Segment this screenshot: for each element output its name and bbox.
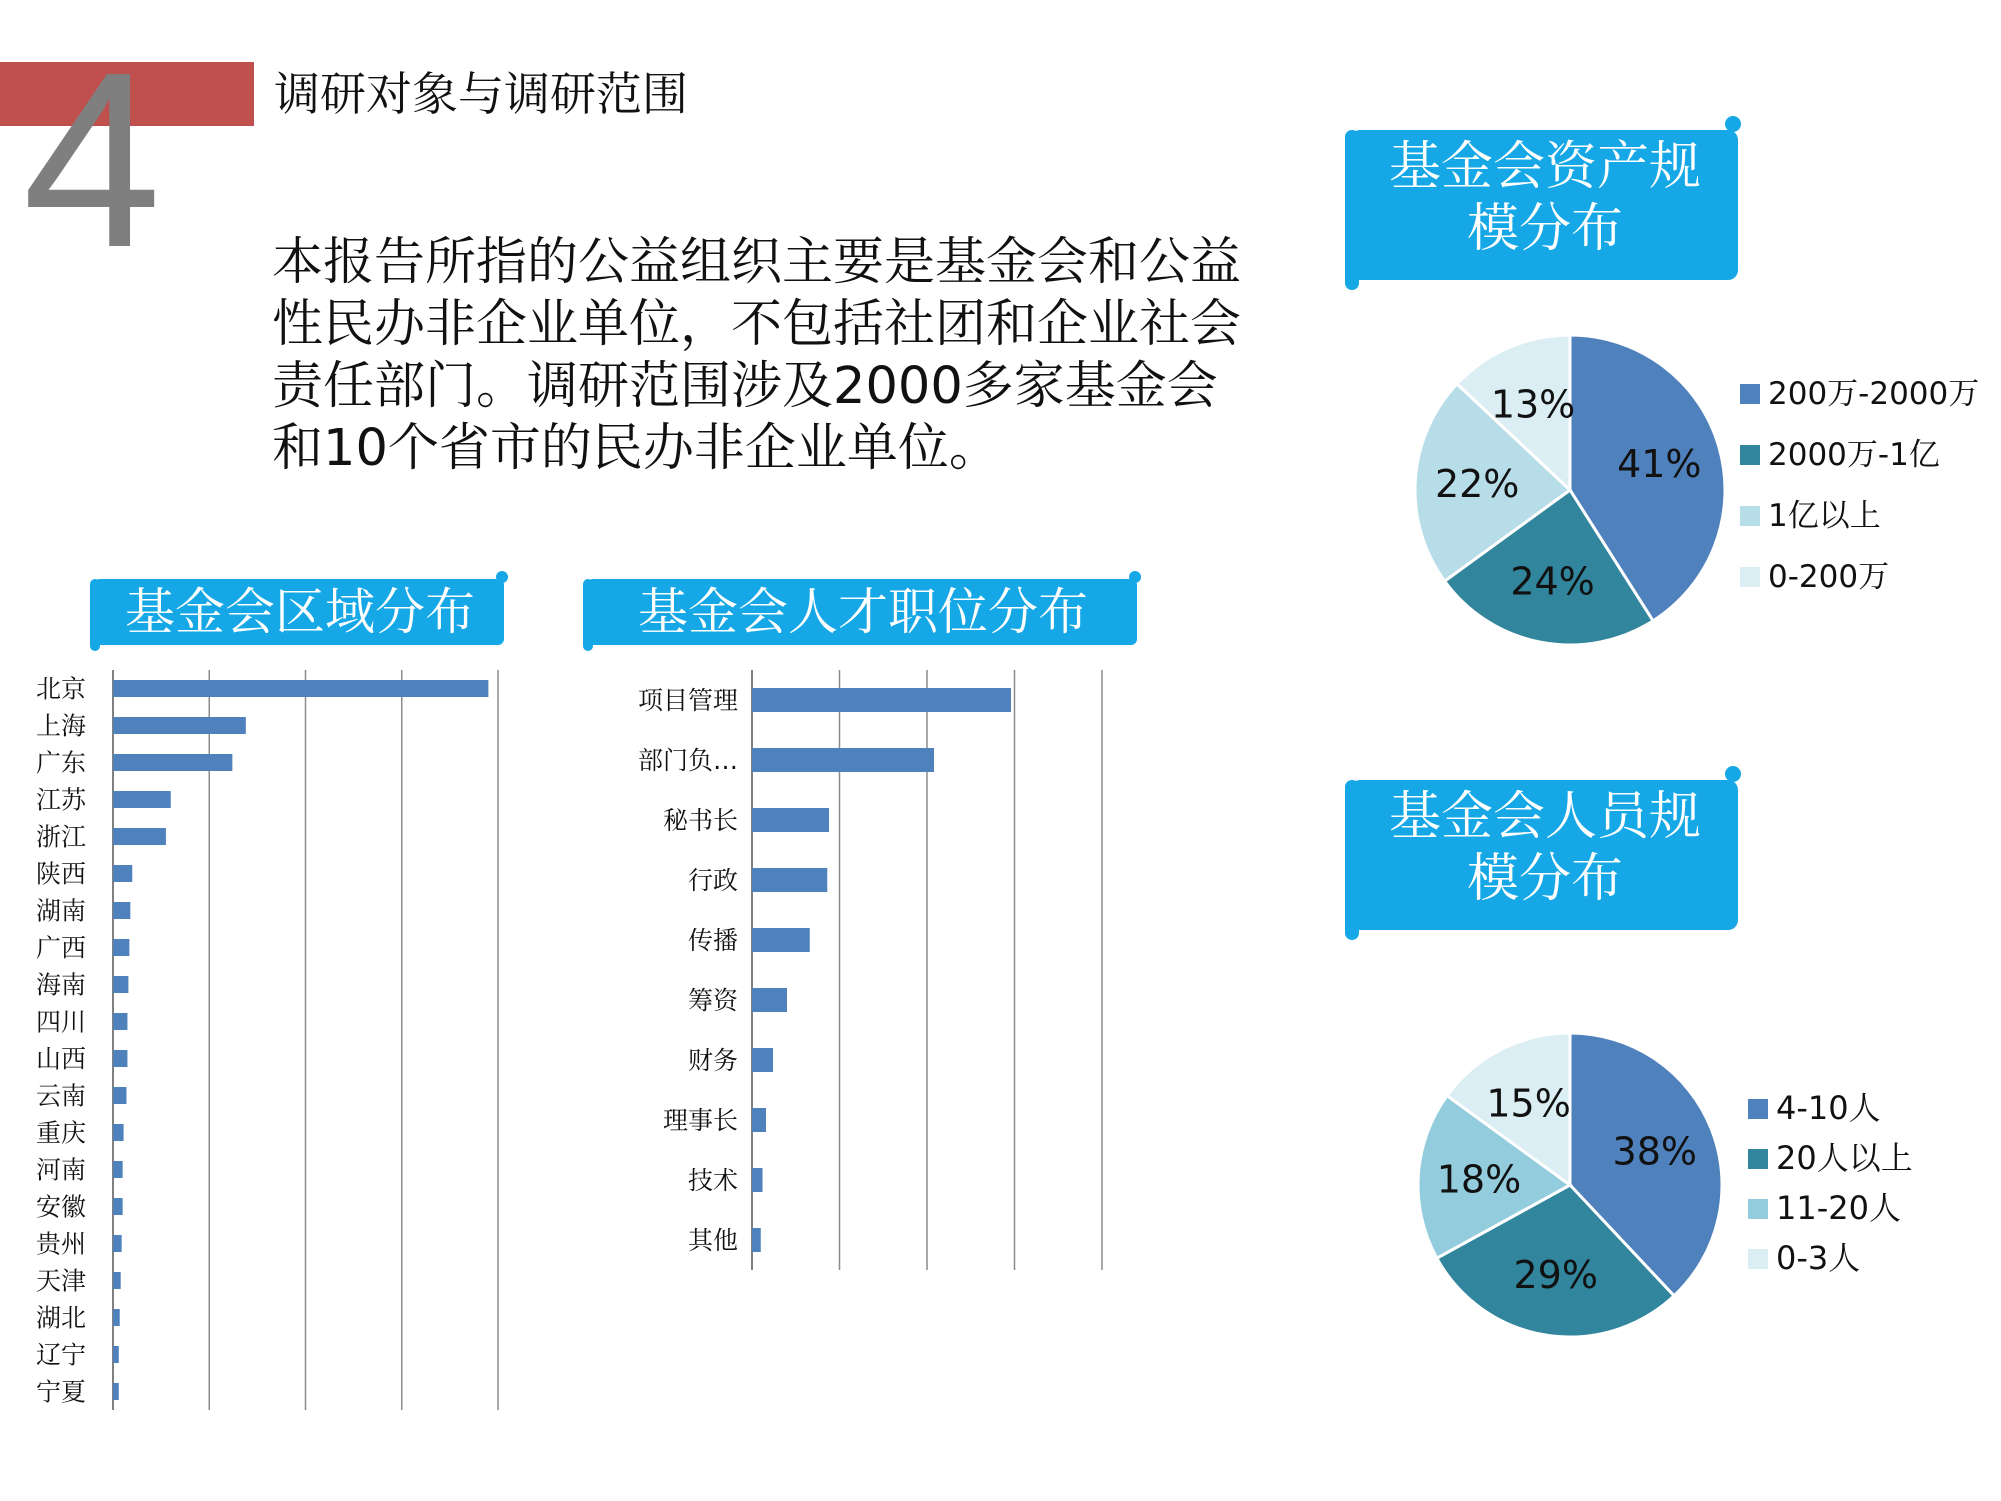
slice-value-label: 22% bbox=[1434, 462, 1520, 507]
bar bbox=[113, 1309, 120, 1326]
bar bbox=[113, 939, 129, 956]
category-label: 其他 bbox=[687, 1226, 738, 1255]
category-label: 技术 bbox=[687, 1166, 738, 1195]
category-label: 辽宁 bbox=[35, 1340, 86, 1370]
category-label: 理事长 bbox=[662, 1106, 738, 1135]
category-label: 部门负… bbox=[637, 746, 738, 775]
category-label: 贵州 bbox=[35, 1229, 86, 1259]
bar bbox=[752, 1048, 773, 1072]
bar bbox=[752, 808, 829, 832]
category-label: 山西 bbox=[35, 1044, 86, 1074]
category-label: 四川 bbox=[35, 1007, 86, 1037]
bar bbox=[113, 976, 128, 993]
category-label: 财务 bbox=[687, 1046, 738, 1075]
bar bbox=[113, 1272, 121, 1289]
legend-label: 0-3人 bbox=[1776, 1239, 1861, 1277]
legend-label: 4-10人 bbox=[1776, 1089, 1881, 1127]
region-chart-title: 基金会区域分布 bbox=[125, 583, 475, 641]
bar bbox=[113, 865, 132, 882]
category-label: 海南 bbox=[35, 970, 86, 1000]
bar bbox=[113, 1050, 127, 1067]
intro-line: 性民办非企业单位，不包括社团和企业社会 bbox=[272, 295, 1242, 354]
legend-swatch bbox=[1748, 1249, 1768, 1269]
section-number: 4 bbox=[22, 20, 162, 299]
bar bbox=[113, 1087, 126, 1104]
legend-swatch bbox=[1748, 1099, 1768, 1119]
legend-swatch bbox=[1740, 384, 1760, 404]
category-label: 上海 bbox=[35, 711, 86, 741]
legend-label: 11-20人 bbox=[1776, 1189, 1901, 1227]
staff-pie-chart bbox=[1380, 1015, 1990, 1355]
category-label: 湖南 bbox=[35, 896, 86, 926]
category-label: 湖北 bbox=[35, 1303, 86, 1333]
legend-swatch bbox=[1748, 1149, 1768, 1169]
bar bbox=[113, 828, 166, 845]
region-chart-banner bbox=[90, 565, 510, 660]
slice-value-label: 41% bbox=[1617, 442, 1702, 487]
slice-value-label: 15% bbox=[1486, 1081, 1571, 1126]
category-label: 秘书长 bbox=[662, 806, 738, 835]
intro-paragraph bbox=[272, 232, 1272, 480]
staff-chart-title bbox=[1345, 786, 1745, 910]
position-chart-title: 基金会人才职位分布 bbox=[638, 583, 1088, 641]
legend-label: 1亿以上 bbox=[1768, 498, 1881, 534]
section-title: 调研对象与调研范围 bbox=[274, 67, 688, 121]
bar bbox=[113, 754, 232, 771]
intro-line: 本报告所指的公益组织主要是基金会和公益 bbox=[272, 233, 1242, 292]
category-label: 重庆 bbox=[35, 1118, 86, 1148]
bar bbox=[113, 680, 488, 697]
category-label: 广西 bbox=[35, 933, 86, 963]
category-label: 浙江 bbox=[35, 822, 86, 852]
category-label: 广东 bbox=[35, 748, 86, 778]
asset-pie-chart bbox=[1380, 320, 1990, 660]
position-chart-banner bbox=[583, 565, 1143, 660]
category-label: 安徽 bbox=[35, 1192, 86, 1222]
legend-label: 20人以上 bbox=[1776, 1139, 1913, 1177]
category-label: 传播 bbox=[687, 926, 738, 955]
intro-line: 和10个省市的民办非企业单位。 bbox=[272, 419, 1000, 478]
bar bbox=[752, 868, 827, 892]
slice-value-label: 24% bbox=[1510, 559, 1595, 604]
bar bbox=[113, 1198, 123, 1215]
bar bbox=[752, 688, 1011, 712]
bar bbox=[113, 791, 171, 808]
position-bar-chart bbox=[600, 660, 1160, 1280]
banner-title-line: 基金会人员规 bbox=[1388, 787, 1701, 847]
category-label: 云南 bbox=[35, 1081, 86, 1111]
category-label: 行政 bbox=[687, 866, 738, 895]
bar bbox=[113, 1235, 122, 1252]
bar bbox=[752, 748, 934, 772]
category-label: 陕西 bbox=[35, 859, 86, 889]
category-label: 江苏 bbox=[35, 785, 86, 815]
legend-swatch bbox=[1748, 1199, 1768, 1219]
asset-chart-banner bbox=[1345, 110, 1745, 300]
bar bbox=[113, 902, 130, 919]
bar bbox=[113, 1161, 123, 1178]
legend-label: 200万-2000万 bbox=[1768, 376, 1980, 412]
region-bar-chart bbox=[0, 660, 560, 1410]
category-label: 项目管理 bbox=[637, 686, 738, 715]
bar bbox=[752, 1228, 761, 1252]
asset-chart-title bbox=[1345, 136, 1745, 260]
slice-value-label: 13% bbox=[1490, 382, 1576, 427]
category-label: 宁夏 bbox=[35, 1377, 86, 1407]
banner-title-line: 模分布 bbox=[1466, 199, 1623, 259]
bar bbox=[752, 1168, 763, 1192]
staff-chart-banner bbox=[1345, 760, 1745, 950]
intro-line: 责任部门。调研范围涉及2000多家基金会 bbox=[272, 357, 1218, 416]
banner-title-line: 基金会资产规 bbox=[1388, 137, 1701, 197]
category-label: 北京 bbox=[35, 674, 86, 704]
slice-value-label: 18% bbox=[1436, 1157, 1522, 1202]
bar bbox=[752, 988, 787, 1012]
category-label: 河南 bbox=[35, 1155, 86, 1185]
legend-label: 0-200万 bbox=[1768, 559, 1890, 595]
bar bbox=[113, 1383, 119, 1400]
bar bbox=[113, 1013, 127, 1030]
slice-value-label: 38% bbox=[1612, 1129, 1698, 1174]
category-label: 筹资 bbox=[687, 986, 738, 1015]
legend-swatch bbox=[1740, 567, 1760, 587]
bar bbox=[752, 928, 810, 952]
category-label: 天津 bbox=[35, 1266, 86, 1296]
legend-swatch bbox=[1740, 445, 1760, 465]
bar bbox=[752, 1108, 766, 1132]
slice-value-label: 29% bbox=[1513, 1253, 1598, 1298]
legend-swatch bbox=[1740, 506, 1760, 526]
bar bbox=[113, 717, 246, 734]
bar bbox=[113, 1346, 119, 1363]
banner-title-line: 模分布 bbox=[1466, 849, 1623, 909]
legend-label: 2000万-1亿 bbox=[1768, 437, 1940, 473]
bar bbox=[113, 1124, 124, 1141]
